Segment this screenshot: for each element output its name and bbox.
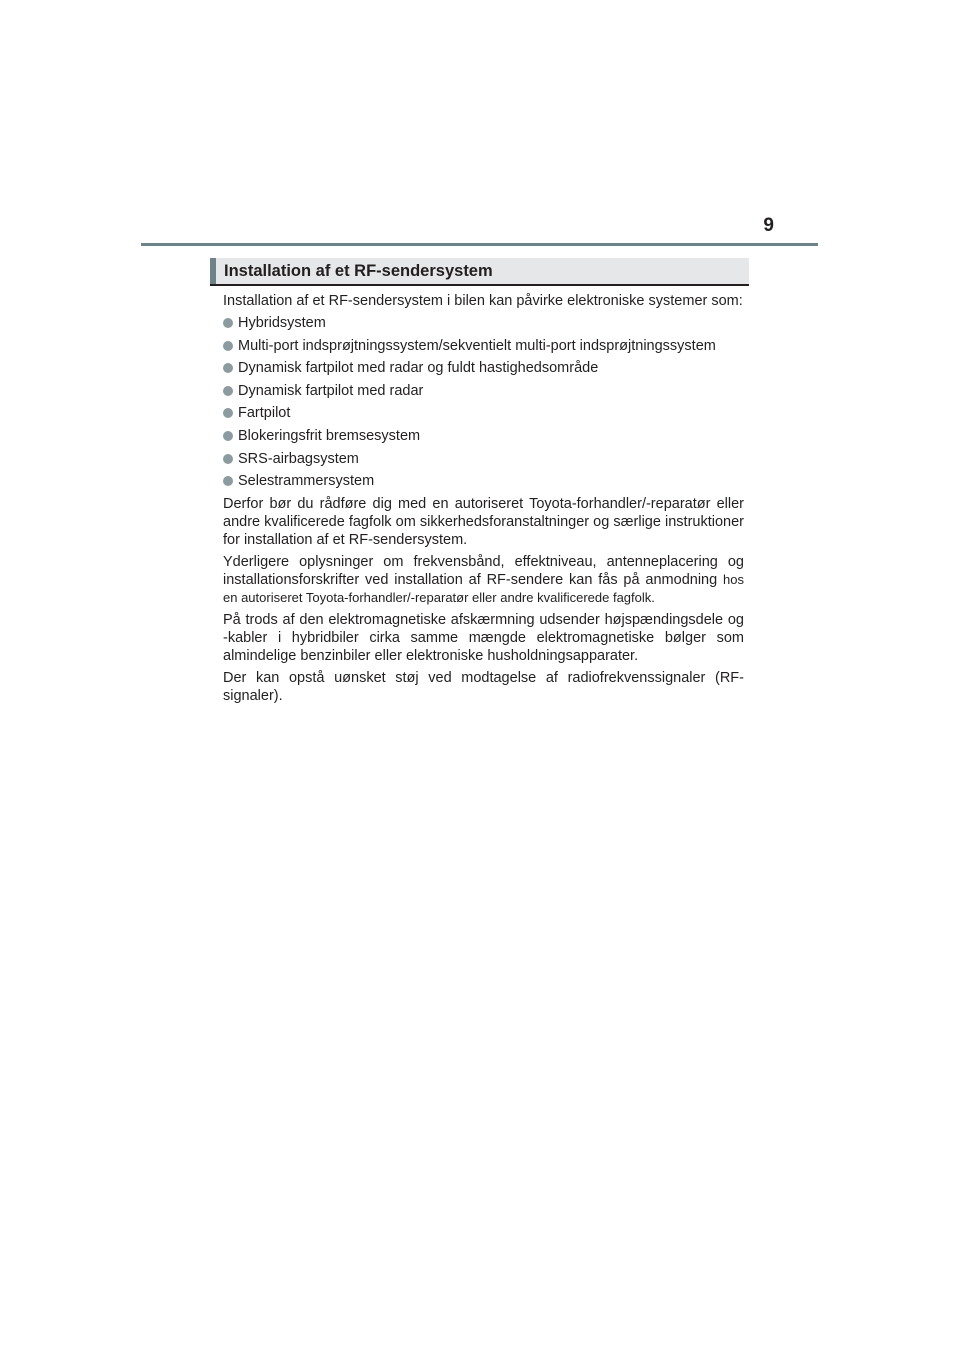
list-item-text: Fartpilot <box>238 405 291 422</box>
bullet-dot-icon <box>223 431 233 441</box>
top-divider <box>141 243 818 246</box>
list-item <box>223 337 744 355</box>
list-item-text: Multi-port indsprøjtningssystem/sekventielt multi-port indsprøjtningssystem <box>238 337 716 354</box>
noise-paragraph: Der kan opstå uønsket støj ved modtagelse af radiofrekvenssignaler (RF-signaler). <box>223 669 744 704</box>
info-paragraph-tail: hos en autoriseret Toyota-forhandler/-reparatør eller andre kvalificerede fagfolk. <box>223 571 744 605</box>
list-item <box>223 404 744 422</box>
page-number: 9 <box>763 215 774 236</box>
advice-paragraph: Derfor bør du rådføre dig med en autoriseret Toyota-forhandler/-reparatør eller andre kvalificerede fagfolk om sikkerhedsforanstaltninger og særlige instruktioner for installation af et RF-sendersystem. <box>223 495 744 548</box>
list-item-text: Selestrammersystem <box>238 473 375 490</box>
list-item <box>223 427 744 445</box>
emission-paragraph: På trods af den elektromagnetiske afskærmning udsender højspændingsdele og -kabler i hybridbiler cirka samme mængde elektromagnetiske bølger som almindelige benzinbiler eller elektroniske husholdningsapparater. <box>223 611 744 664</box>
list-item <box>223 450 744 468</box>
list-item-text: Dynamisk fartpilot med radar <box>238 382 424 399</box>
section-header-accent-bar <box>210 258 216 284</box>
list-item-text: Hybridsystem <box>238 315 326 331</box>
bullet-dot-icon <box>223 363 233 373</box>
section-header <box>210 258 749 286</box>
bullet-dot-icon <box>223 386 233 396</box>
bullet-dot-icon <box>223 454 233 464</box>
bullet-dot-icon <box>223 476 233 486</box>
list-item <box>223 314 744 332</box>
list-item-text: Blokeringsfrit bremsesystem <box>238 427 421 444</box>
list-item <box>223 472 744 490</box>
bullet-dot-icon <box>223 318 233 328</box>
affected-systems-list <box>223 314 744 490</box>
bullet-dot-icon <box>223 341 233 351</box>
info-paragraph <box>223 553 744 607</box>
list-item-text: SRS-airbagsystem <box>238 450 359 467</box>
section-title: Installation af et RF-sendersystem <box>224 262 493 280</box>
intro-paragraph: Installation af et RF-sendersystem i bilen kan påvirke elektroniske systemer som: <box>223 293 743 309</box>
list-item <box>223 382 744 400</box>
list-item <box>223 359 744 377</box>
list-item-text: Dynamisk fartpilot med radar og fuldt hastighedsområde <box>238 360 599 377</box>
content-body <box>223 292 744 709</box>
bullet-dot-icon <box>223 408 233 418</box>
info-paragraph-main: Yderligere oplysninger om frekvensbånd, effektniveau, antenneplacering og installationsforskrifter ved installation af RF-sendere kan fås på anmodning <box>223 553 744 588</box>
